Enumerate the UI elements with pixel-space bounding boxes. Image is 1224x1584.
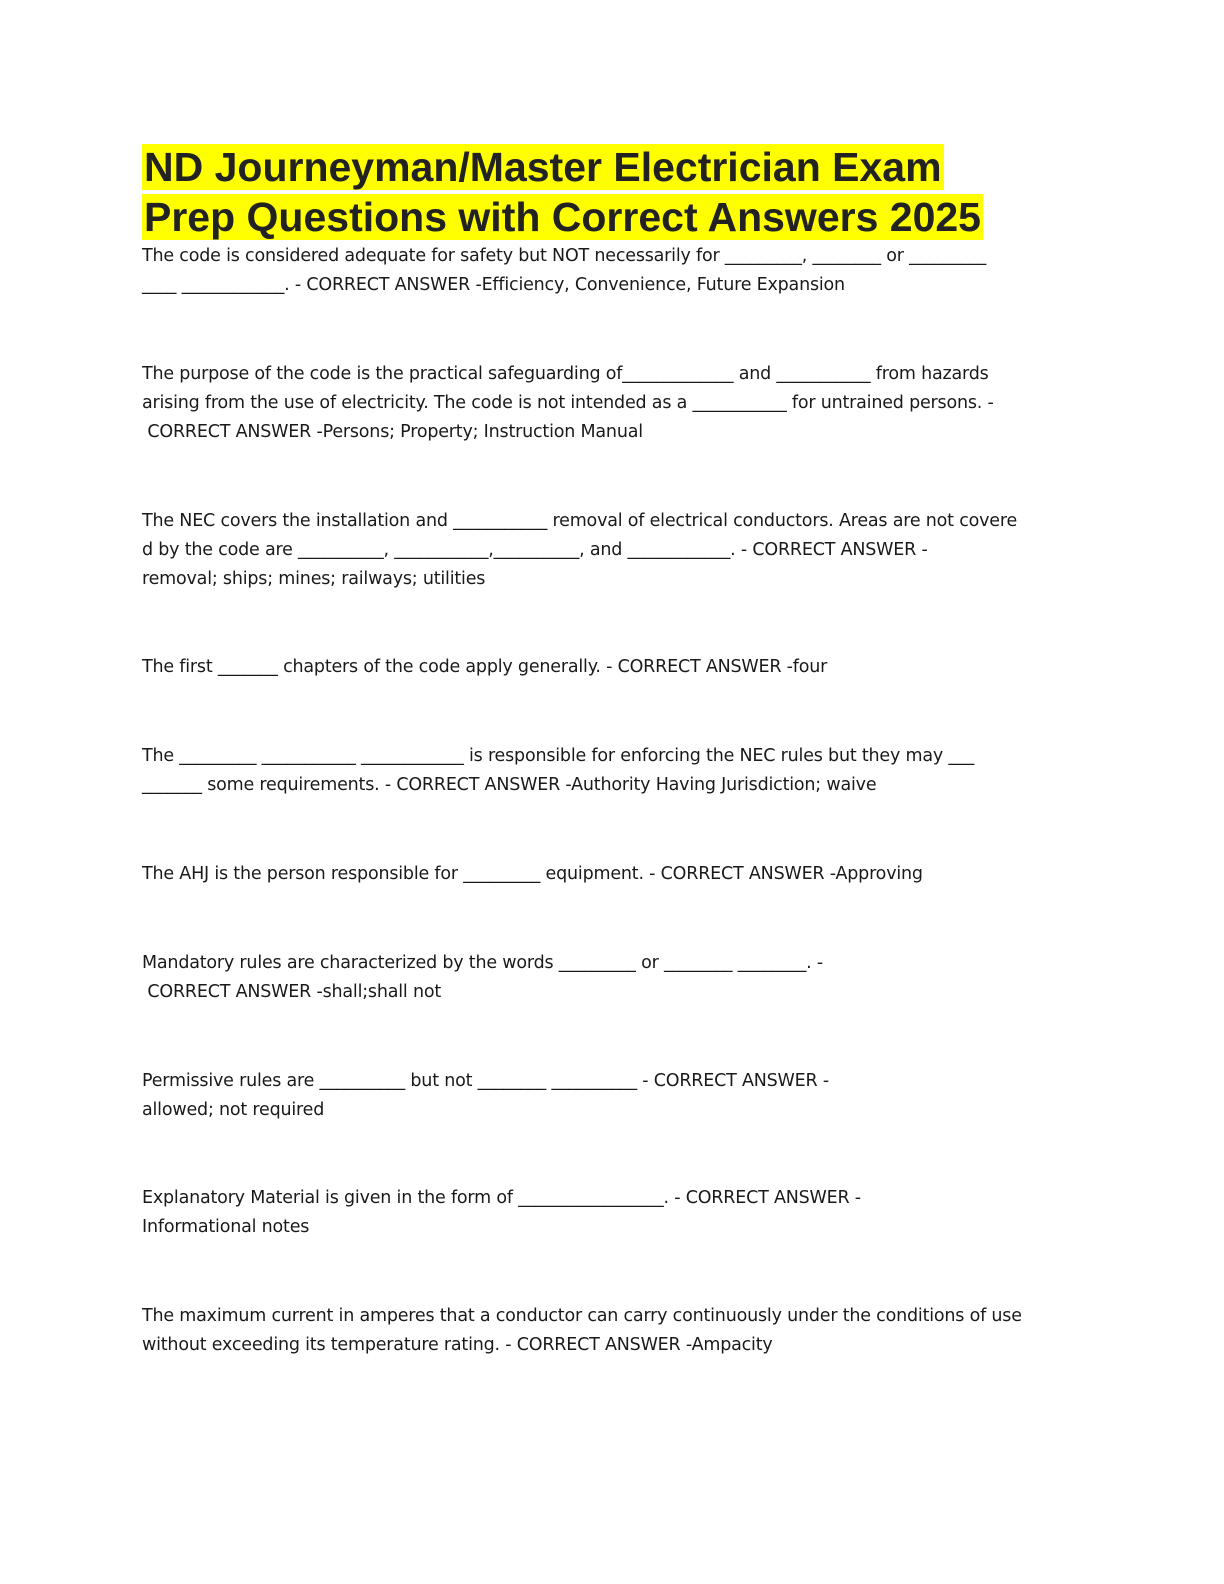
question-10: The maximum current in amperes that a conductor can carry continuously under the conditions of use without exceeding its temperature rating. - CORRECT ANSWER -Ampacity bbox=[142, 1306, 1022, 1355]
question-6: The AHJ is the person responsible for _________ equipment. - CORRECT ANSWER -Approving bbox=[142, 864, 923, 884]
document-title bbox=[142, 142, 983, 242]
question-8: Permissive rules are __________ but not ________ __________ - CORRECT ANSWER - allowed; not required bbox=[142, 1071, 829, 1120]
question-9: Explanatory Material is given in the form of _________________. - CORRECT ANSWER - Informational notes bbox=[142, 1188, 861, 1237]
question-2: The purpose of the code is the practical safeguarding of_____________ and ___________ from hazards arising from the use of electricity. The code is not intended as a ___________ for untrained persons. - CORRECT ANSWER -Persons; Property; Instruction Manual bbox=[142, 364, 994, 442]
title-line-1: ND Journeyman/Master Electrician Exam bbox=[144, 144, 942, 190]
question-7: Mandatory rules are characterized by the words _________ or ________ ________. - CORRECT ANSWER -shall;shall not bbox=[142, 953, 823, 1002]
question-4: The first _______ chapters of the code apply generally. - CORRECT ANSWER -four bbox=[142, 657, 828, 677]
question-3: The NEC covers the installation and ___________ removal of electrical conductors. Areas are not covere d by the code are __________, ___________,__________, and ____________. - CORRECT ANSWER - removal; ships; mines; railways; utilities bbox=[142, 511, 1018, 589]
question-1: The code is considered adequate for safety but NOT necessarily for _________, ________ or _________ ____ ____________. - CORRECT ANSWER -Efficiency, Convenience, Future Expansion bbox=[142, 246, 987, 295]
question-5: The _________ ___________ ____________ is responsible for enforcing the NEC rules but they may ___ _______ some requirements. - CORRECT ANSWER -Authority Having Jurisdiction; waive bbox=[142, 746, 975, 795]
title-line-2: Prep Questions with Correct Answers 2025 bbox=[144, 194, 981, 240]
